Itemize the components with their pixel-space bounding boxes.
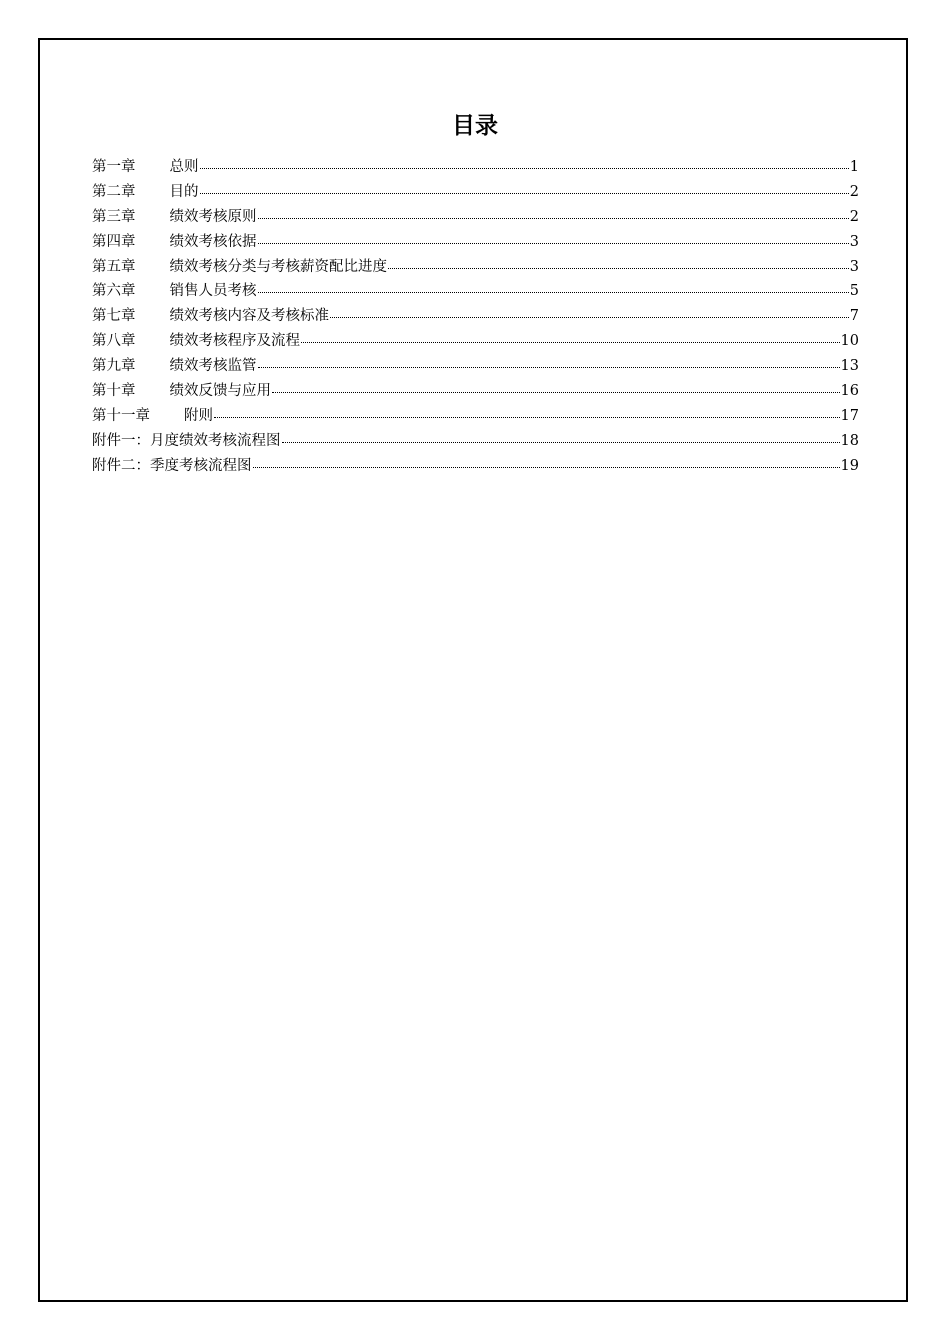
toc-chapter-number: 第四章 [92,233,136,250]
toc-entry[interactable] [92,379,859,404]
toc-dot-leader [330,306,849,320]
toc-page-number: 2 [849,183,859,200]
toc-entry-title: 绩效考核分类与考核薪资配比进度 [169,258,387,275]
toc-dot-leader [253,456,840,470]
toc-page-number: 17 [840,407,859,424]
toc-chapter-number: 第十章 [92,383,136,400]
toc-chapter-number: 第二章 [92,183,136,200]
toc-entry-title: 附则 [184,407,213,424]
toc-page-number: 19 [840,457,859,474]
table-of-contents [92,155,859,479]
toc-page-number: 5 [849,283,859,300]
toc-entry[interactable] [92,279,859,304]
toc-entry-title: 总则 [169,159,199,175]
toc-entry-title: 附件一：月度绩效考核流程图 [92,432,281,449]
toc-entry-title: 绩效考核内容及考核标准 [169,308,329,325]
toc-chapter-number: 第六章 [92,283,136,300]
toc-chapter-number: 第八章 [92,333,136,350]
toc-entry-title: 销售人员考核 [169,283,257,300]
toc-entry-title: 绩效反馈与应用 [169,383,271,400]
toc-entry[interactable] [92,180,859,205]
toc-entry[interactable] [92,155,859,180]
toc-entry[interactable] [92,230,859,255]
toc-entry[interactable] [92,255,859,280]
toc-page-number: 3 [849,233,859,250]
toc-page-number: 18 [840,432,859,449]
toc-entry[interactable] [92,205,859,230]
toc-entry-title: 绩效考核监管 [169,358,257,375]
toc-chapter-number: 第九章 [92,358,136,375]
toc-chapter-number: 第七章 [92,308,136,325]
toc-entry-title: 绩效考核依据 [169,233,257,250]
toc-page-number: 1 [849,159,859,175]
toc-entry[interactable] [92,354,859,379]
toc-dot-leader [200,157,849,171]
toc-dot-leader [272,381,840,395]
toc-dot-leader [258,232,849,246]
toc-page-number: 13 [840,358,859,375]
toc-chapter-number: 第三章 [92,208,136,225]
toc-entry[interactable] [92,404,859,429]
toc-page-number: 2 [849,208,859,225]
toc-dot-leader [258,281,849,295]
toc-title: 目录 [452,113,498,139]
toc-entry-title: 附件二：季度考核流程图 [92,457,252,474]
toc-page-number: 10 [840,333,859,350]
toc-page-number: 16 [840,383,859,400]
toc-entry[interactable] [92,304,859,329]
toc-dot-leader [258,356,840,370]
toc-entry[interactable] [92,454,859,479]
toc-page-number: 3 [849,258,859,275]
toc-chapter-number: 第十一章 [92,407,150,424]
toc-dot-leader [388,257,849,271]
toc-entry-title: 绩效考核程序及流程 [169,333,300,350]
toc-entry-title: 绩效考核原则 [169,208,257,225]
toc-dot-leader [282,431,840,445]
toc-dot-leader [301,331,840,345]
toc-chapter-number: 第一章 [92,159,136,175]
toc-dot-leader [200,182,849,196]
toc-page-number: 7 [849,308,859,325]
toc-chapter-number: 第五章 [92,258,136,275]
toc-entry[interactable] [92,329,859,354]
toc-entry-title: 目的 [169,183,199,200]
toc-dot-leader [258,207,849,221]
toc-dot-leader [214,406,840,420]
toc-entry[interactable] [92,429,859,454]
